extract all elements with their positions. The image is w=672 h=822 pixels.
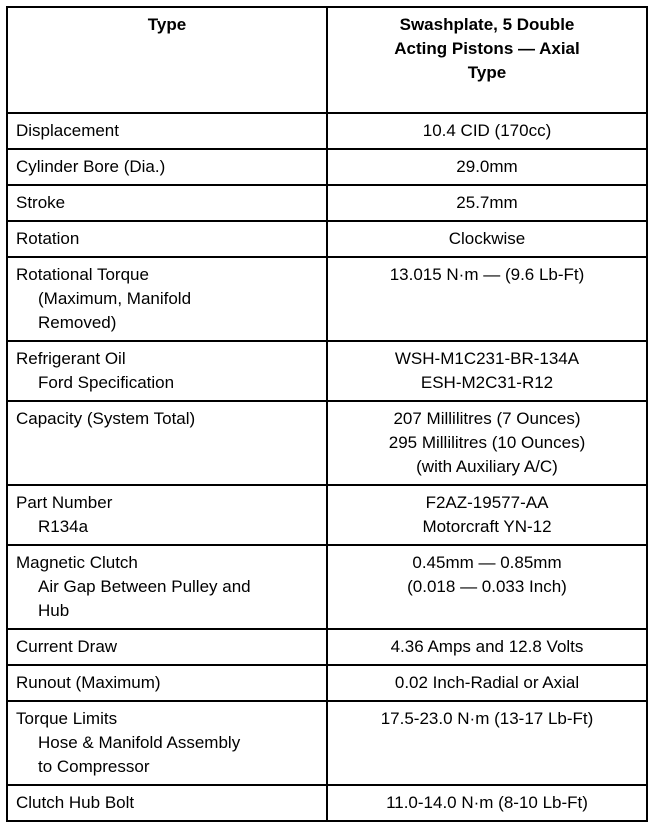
spec-value-line: 13.015 N·m — (9.6 Lb-Ft) (389, 265, 585, 284)
spec-label (7, 701, 327, 785)
spec-label (7, 341, 327, 401)
spec-value-line: Clockwise (448, 229, 526, 248)
spec-row (7, 785, 647, 821)
spec-value (327, 665, 647, 701)
spec-label-line: Air Gap Between Pulley and (38, 577, 251, 596)
spec-row (7, 665, 647, 701)
spec-label-line: Refrigerant Oil (16, 349, 126, 368)
spec-value (327, 185, 647, 221)
compressor-spec-table (6, 6, 648, 822)
spec-value-line: ESH-M2C31-R12 (420, 373, 554, 392)
spec-label (7, 665, 327, 701)
header-description-line: Acting Pistons — Axial (394, 39, 580, 58)
spec-row (7, 113, 647, 149)
spec-value-line: 0.02 Inch-Radial or Axial (394, 673, 580, 692)
spec-label-line: Hub (38, 601, 70, 620)
spec-label-line: Ford Specification (38, 373, 175, 392)
spec-row (7, 701, 647, 785)
header-row (7, 7, 647, 113)
spec-label (7, 485, 327, 545)
spec-label-line: to Compressor (38, 757, 150, 776)
spec-label-line: Rotational Torque (16, 265, 149, 284)
spec-row (7, 341, 647, 401)
header-description-line: Type (467, 63, 507, 82)
spec-value (327, 113, 647, 149)
spec-label-line: Torque Limits (16, 709, 118, 728)
spec-row (7, 545, 647, 629)
spec-row (7, 221, 647, 257)
spec-value-line: (0.018 — 0.033 Inch) (407, 577, 567, 596)
spec-value-line: F2AZ-19577-AA (425, 493, 549, 512)
spec-value-line: (with Auxiliary A/C) (416, 457, 558, 476)
spec-label (7, 785, 327, 821)
spec-row (7, 257, 647, 341)
spec-label-line: (Maximum, Manifold (38, 289, 192, 308)
spec-label-line: Removed) (38, 313, 117, 332)
spec-value (327, 701, 647, 785)
spec-label (7, 185, 327, 221)
spec-value (327, 257, 647, 341)
spec-label-line: Hose & Manifold Assembly (38, 733, 241, 752)
spec-value-line: WSH-M1C231-BR-134A (394, 349, 580, 368)
spec-label-line: Rotation (16, 229, 80, 248)
spec-value (327, 149, 647, 185)
spec-row (7, 149, 647, 185)
spec-row (7, 629, 647, 665)
spec-label-line: Current Draw (16, 637, 118, 656)
spec-value (327, 221, 647, 257)
spec-row (7, 485, 647, 545)
spec-label (7, 257, 327, 341)
spec-value-line: 17.5-23.0 N·m (13-17 Lb-Ft) (380, 709, 594, 728)
spec-value (327, 485, 647, 545)
spec-label-line: Magnetic Clutch (16, 553, 138, 572)
header-description (327, 7, 647, 113)
spec-value-line: 10.4 CID (170cc) (422, 121, 552, 140)
spec-value (327, 629, 647, 665)
spec-label-line: Cylinder Bore (Dia.) (16, 157, 166, 176)
spec-label (7, 401, 327, 485)
spec-label-line: Runout (Maximum) (16, 673, 161, 692)
spec-label (7, 221, 327, 257)
header-description-line: Swashplate, 5 Double (399, 15, 575, 34)
spec-label-line: Capacity (System Total) (16, 409, 196, 428)
spec-label (7, 113, 327, 149)
spec-value (327, 401, 647, 485)
spec-value-line: Motorcraft YN-12 (422, 517, 552, 536)
spec-value-line: 295 Millilitres (10 Ounces) (388, 433, 586, 452)
spec-label-line: R134a (38, 517, 89, 536)
spec-value (327, 341, 647, 401)
spec-label-line: Stroke (16, 193, 66, 212)
spec-label (7, 545, 327, 629)
spec-value-line: 4.36 Amps and 12.8 Volts (390, 637, 584, 656)
spec-row (7, 185, 647, 221)
spec-label-line: Clutch Hub Bolt (16, 793, 135, 812)
spec-value-line: 11.0-14.0 N·m (8-10 Lb-Ft) (386, 793, 588, 812)
spec-label-line: Displacement (16, 121, 119, 140)
spec-label (7, 149, 327, 185)
spec-label (7, 629, 327, 665)
spec-value-line: 29.0mm (456, 157, 518, 176)
header-type: Type (7, 7, 327, 113)
spec-row (7, 401, 647, 485)
spec-value (327, 545, 647, 629)
spec-label-line: Part Number (16, 493, 113, 512)
spec-value-line: 25.7mm (456, 193, 518, 212)
spec-value-line: 0.45mm — 0.85mm (412, 553, 562, 572)
spec-value-line: 207 Millilitres (7 Ounces) (393, 409, 581, 428)
spec-value (327, 785, 647, 821)
